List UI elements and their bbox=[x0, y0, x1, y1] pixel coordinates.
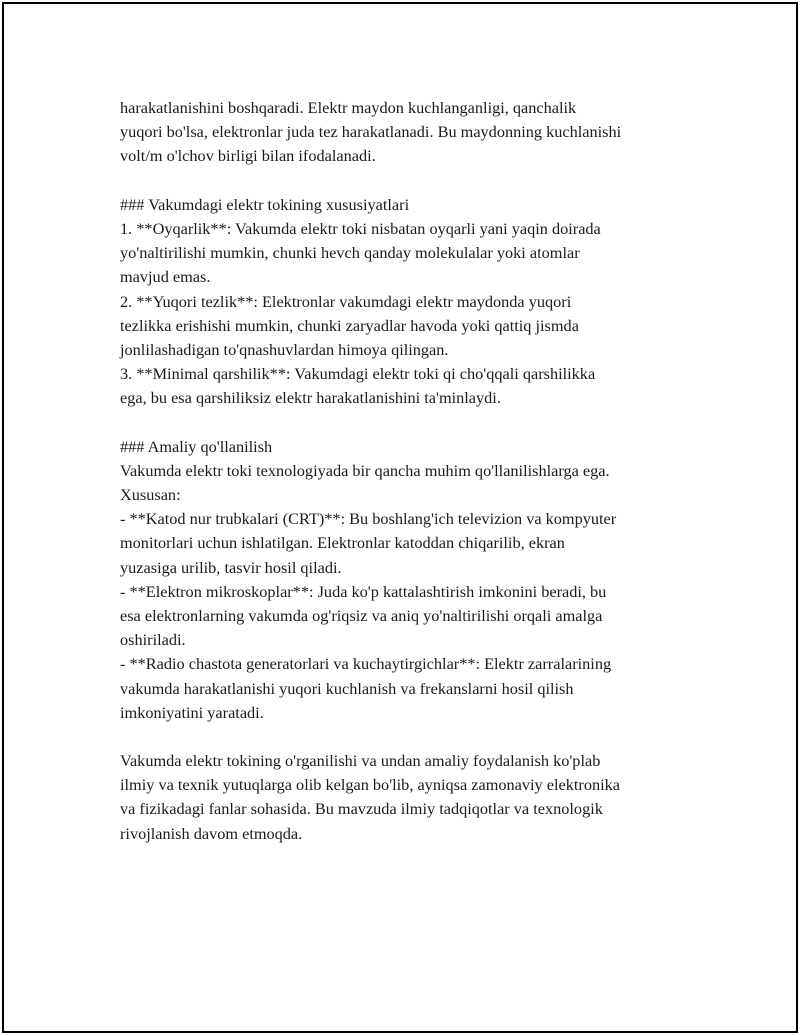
text-line: harakatlanishini boshqaradi. Elektr maydon kuchlanganligi, qanchalik bbox=[120, 98, 577, 117]
blank-line bbox=[120, 725, 700, 749]
document-body bbox=[120, 96, 700, 846]
document-page bbox=[2, 2, 798, 1033]
text-line: mavjud emas. bbox=[120, 267, 211, 287]
text-line: - **Radio chastota generatorlari va kuchaytirgichlar**: Elektr zarralarining bbox=[120, 654, 612, 674]
text-line: monitorlari uchun ishlatilgan. Elektronlar katoddan chiqarilib, ekran bbox=[120, 533, 565, 553]
text-line: ilmiy va texnik yutuqlarga olib kelgan bo'lib, ayniqsa zamonaviy elektronika bbox=[120, 775, 620, 795]
text-line: jonlilashadigan to'qnashuvlardan himoya qilingan. bbox=[120, 339, 449, 359]
text-line: esa elektronlarning vakumda og'riqsiz va aniq yo'naltirilishi orqali amalga bbox=[120, 605, 603, 625]
text-line: va fizikadagi fanlar sohasida. Bu mavzuda ilmiy tadqiqotlar va texnologik bbox=[120, 799, 603, 819]
text-line: yuqori bo'lsa, elektronlar juda tez harakatlanadi. Bu maydonning kuchlanishi bbox=[120, 122, 622, 142]
text-line: 2. **Yuqori tezlik**: Elektronlar vakumdagi elektr maydonda yuqori bbox=[120, 291, 572, 311]
text-line: yuzasiga urilib, tasvir hosil qiladi. bbox=[120, 557, 342, 577]
text-line: Vakumda elektr toki texnologiyada bir qancha muhim qo'llanilishlarga ega. bbox=[120, 460, 610, 480]
text-line: Xususan: bbox=[120, 485, 181, 504]
text-line: imkoniyatini yaratadi. bbox=[120, 702, 264, 722]
text-line: oshiriladi. bbox=[120, 630, 186, 650]
text-line: 1. **Oyqarlik**: Vakumda elektr toki nisbatan oyqarli yani yaqin doirada bbox=[120, 218, 601, 238]
section-heading: ### Vakumdagi elektr tokining xususiyatlari bbox=[120, 194, 410, 214]
text-line: - **Elektron mikroskoplar**: Juda ko'p kattalashtirish imkonini beradi, bu bbox=[120, 581, 607, 601]
blank-line bbox=[120, 169, 700, 193]
section-heading: ### Amaliy qo'llanilish bbox=[120, 436, 273, 456]
text-line: yo'naltirilishi mumkin, chunki hevch qanday molekulalar yoki atomlar bbox=[120, 243, 580, 263]
text-line: ega, bu esa qarshiliksiz elektr harakatlanishini ta'minlaydi. bbox=[120, 388, 501, 408]
text-line: rivojlanish davom etmoqda. bbox=[120, 823, 303, 843]
text-line: vakumda harakatlanishi yuqori kuchlanish va frekanslarni hosil qilish bbox=[120, 678, 574, 698]
blank-line bbox=[120, 410, 700, 434]
text-line: volt/m o'lchov birligi bilan ifodalanadi. bbox=[120, 146, 376, 166]
text-line: 3. **Minimal qarshilik**: Vakumdagi elektr toki qi cho'qqali qarshilikka bbox=[120, 364, 596, 384]
text-line: tezlikka erishishi mumkin, chunki zaryadlar havoda yoki qattiq jismda bbox=[120, 315, 579, 335]
text-line: - **Katod nur trubkalari (CRT)**: Bu boshlang'ich televizion va kompyuter bbox=[120, 509, 617, 529]
text-line: Vakumda elektr tokining o'rganilishi va undan amaliy foydalanish ko'plab bbox=[120, 751, 601, 771]
